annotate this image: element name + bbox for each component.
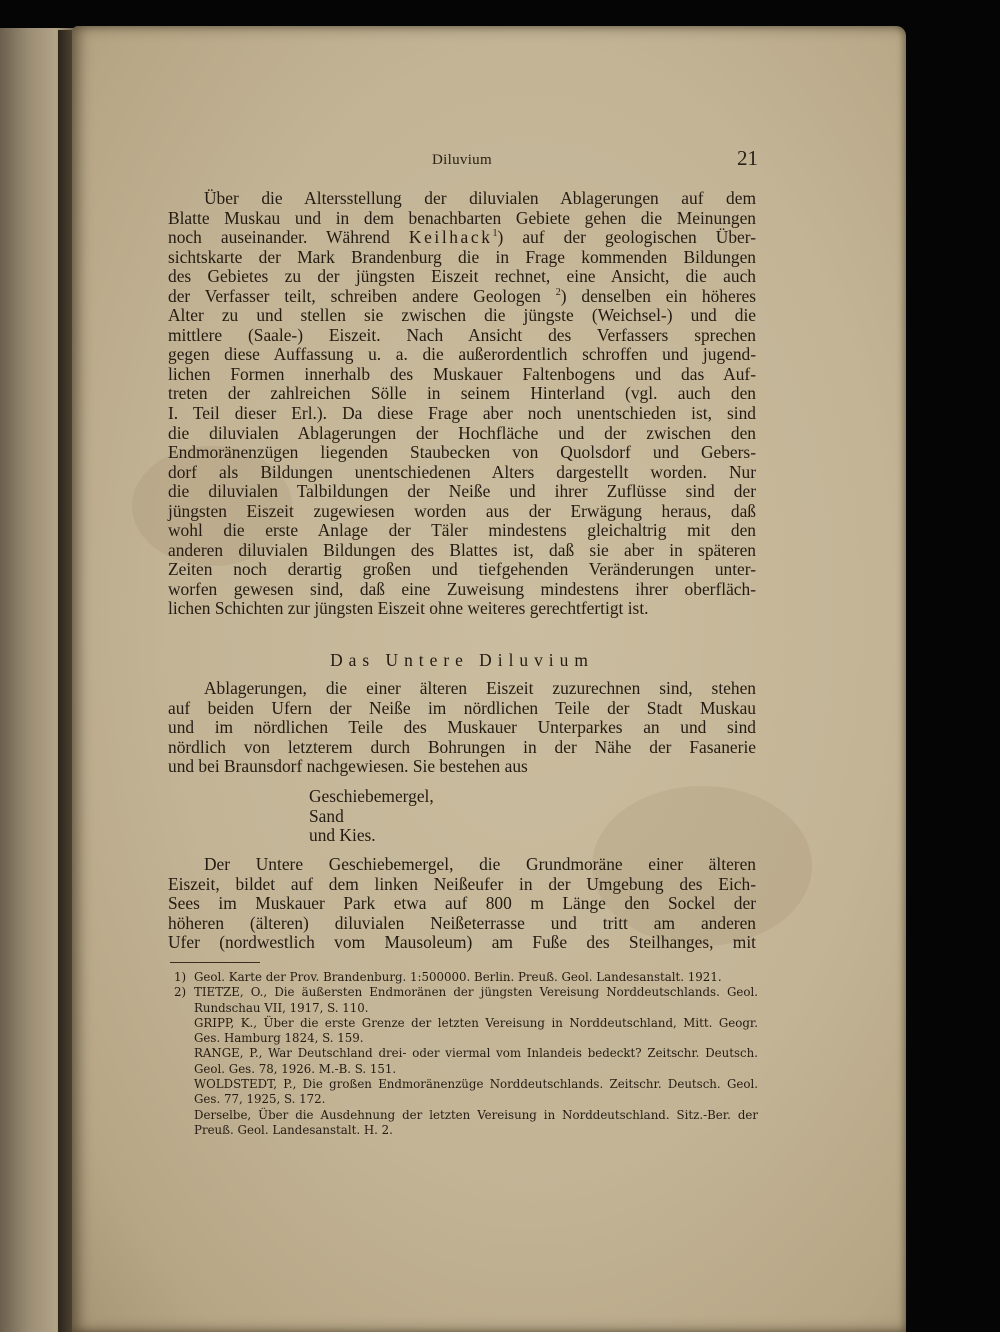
footnote-1 xyxy=(170,970,758,985)
text-line: auf beiden Ufern der Neiße im nördlichen Teile der Stadt Muskau xyxy=(168,697,756,718)
text-line: und bei Braunsdorf nachgewiesen. Sie bestehen aus xyxy=(168,756,528,777)
paragraph-1 xyxy=(168,189,756,619)
footnote-line: RANGE, P., War Deutschland drei- oder viermal vom Inlandeis bedeckt? Zeitschr. Deutsch. xyxy=(194,1046,758,1061)
footnote-line: GRIPP, K., Über die erste Grenze der letzten Vereisung in Norddeutschland, Mitt. Geogr. xyxy=(194,1015,758,1030)
footnote-line: Rundschau VII, 1917, S. 110. xyxy=(194,1000,369,1015)
text-line: Eiszeit, bildet auf dem linken Neißeufer in der Umgebung des Eich- xyxy=(168,873,756,894)
footnote-line: Geol. Karte der Prov. Brandenburg. 1:500000. Berlin. Preuß. Geol. Landesanstalt. 1921. xyxy=(194,970,722,984)
text-line: anderen diluvialen Bildungen des Blattes ist, daß sie aber in späteren xyxy=(168,539,756,560)
footnote-line: Geol. Ges. 78, 1926. M.-B. S. 151. xyxy=(194,1061,397,1076)
material-item: Sand xyxy=(309,805,344,826)
text-line: jüngsten Eiszeit zugewiesen worden aus der Erwägung heraus, daß xyxy=(168,500,756,521)
text-line xyxy=(168,287,756,307)
text-line: lichen Formen innerhalb des Muskauer Faltenbogens und das Auf- xyxy=(168,363,756,384)
material-item: Geschiebemergel, xyxy=(309,786,434,806)
text-line: lichen Schichten zur jüngsten Eiszeit ohne weiteres gerechtfertigt ist. xyxy=(168,598,649,619)
footnote-line: Derselbe, Über die Ausdehnung der letzten Vereisung in Norddeutschland. Sitz.-Ber. der xyxy=(194,1107,758,1122)
text-line: nördlich von letzterem durch Bohrungen in der Nähe der Fasanerie xyxy=(168,736,756,757)
text-line: Der Untere Geschiebemergel, die Grundmoräne einer älteren xyxy=(204,854,756,874)
running-head: Diluvium xyxy=(432,152,492,168)
text-line: treten der zahlreichen Sölle in seinem Hinterland (vgl. auch den xyxy=(168,383,756,404)
text-line: I. Teil dieser Erl.). Da diese Frage aber noch unentschieden ist, sind xyxy=(168,403,756,424)
author-name: Keilhack xyxy=(408,227,493,248)
text-line: die diluvialen Talbildungen der Neiße und ihrer Zuflüsse sind der xyxy=(168,481,756,502)
text-line xyxy=(168,228,756,248)
text-fragment: ) auf der geologischen Über- xyxy=(497,227,757,248)
page-header xyxy=(166,148,758,176)
paragraph-3 xyxy=(168,855,756,953)
materials-list xyxy=(309,787,434,846)
text-line: des Gebietes zu der jüngsten Eiszeit rechnet, eine Ansicht, die auch xyxy=(168,266,756,287)
footnote-ref-1: 1 xyxy=(492,228,498,240)
text-line: Endmoränenzügen liegenden Staubecken von Quolsdorf und Gebers- xyxy=(168,442,756,463)
text-line: Über die Altersstellung der diluvialen Ablagerungen auf dem xyxy=(204,188,756,208)
footnote-ref-2: 2 xyxy=(555,286,561,298)
footnote-line: Ges. Hamburg 1824, S. 159. xyxy=(194,1031,364,1046)
footnote-line: Preuß. Geol. Landesanstalt. H. 2. xyxy=(194,1122,393,1137)
paragraph-2 xyxy=(168,679,756,777)
footnote-number: 1) xyxy=(174,970,187,984)
section-heading: Das Untere Diluvium xyxy=(330,650,594,670)
text-line: Blatte Muskau und in dem benachbarten Gebiete gehen die Meinungen xyxy=(168,207,756,228)
material-item: und Kies. xyxy=(309,825,376,845)
footnote-2 xyxy=(170,985,758,1138)
text-line: sichtskarte der Mark Brandenburg die in Frage kommenden Bildungen xyxy=(168,246,756,267)
footnote-number: 2) xyxy=(174,985,187,1000)
text-fragment: noch auseinander. Während xyxy=(168,227,409,248)
text-line: wohl die erste Anlage der Täler mindestens gleichaltrig mit den xyxy=(168,520,756,541)
footnote-line: WOLDSTEDT, P., Die großen Endmoränenzüge Norddeutschlands. Zeitschr. Deutsch. Geol. xyxy=(194,1077,758,1092)
footnote-line: TIETZE, O., Die äußersten Endmoränen der jüngsten Vereisung Norddeutschlands. Geol. xyxy=(194,985,758,1000)
text-line: höheren (älteren) diluvialen Neißeterrasse und tritt am anderen xyxy=(168,912,756,933)
text-line: worfen gewesen sind, daß eine Zuweisung mindestens ihrer oberfläch- xyxy=(168,578,756,599)
page-number: 21 xyxy=(737,146,758,170)
text-line: Ablagerungen, die einer älteren Eiszeit zuzurechnen sind, stehen xyxy=(204,678,756,698)
text-line: gegen diese Auffassung u. a. die außerordentlich schroffen und jugend- xyxy=(168,344,756,365)
footnotes xyxy=(170,970,758,1138)
text-line: die diluvialen Ablagerungen der Hochfläche und der zwischen den xyxy=(168,422,756,443)
text-line: dorf als Bildungen unentschiedenen Alters dargestellt worden. Nur xyxy=(168,461,756,482)
text-fragment: der Verfasser teilt, schreiben andere Geologen xyxy=(168,285,556,306)
text-line: Alter zu und stellen sie zwischen die jüngste (Weichsel-) und die xyxy=(168,305,756,326)
text-fragment: ) denselben ein höheres xyxy=(560,285,756,306)
text-line: Ufer (nordwestlich vom Mausoleum) am Fuße des Steilhanges, mit xyxy=(168,932,756,953)
text-line: mittlere (Saale-) Eiszeit. Nach Ansicht des Verfassers sprechen xyxy=(168,324,756,345)
text-line: Sees im Muskauer Park etwa auf 800 m Länge den Sockel der xyxy=(168,893,756,914)
text-line: Zeiten noch derartig großen und tiefgehenden Veränderungen unter- xyxy=(168,559,756,580)
footnote-rule xyxy=(170,962,260,963)
footnote-line: Ges. 77, 1925, S. 172. xyxy=(194,1092,326,1107)
text-line: und im nördlichen Teile des Muskauer Unterparkes an und sind xyxy=(168,717,756,738)
